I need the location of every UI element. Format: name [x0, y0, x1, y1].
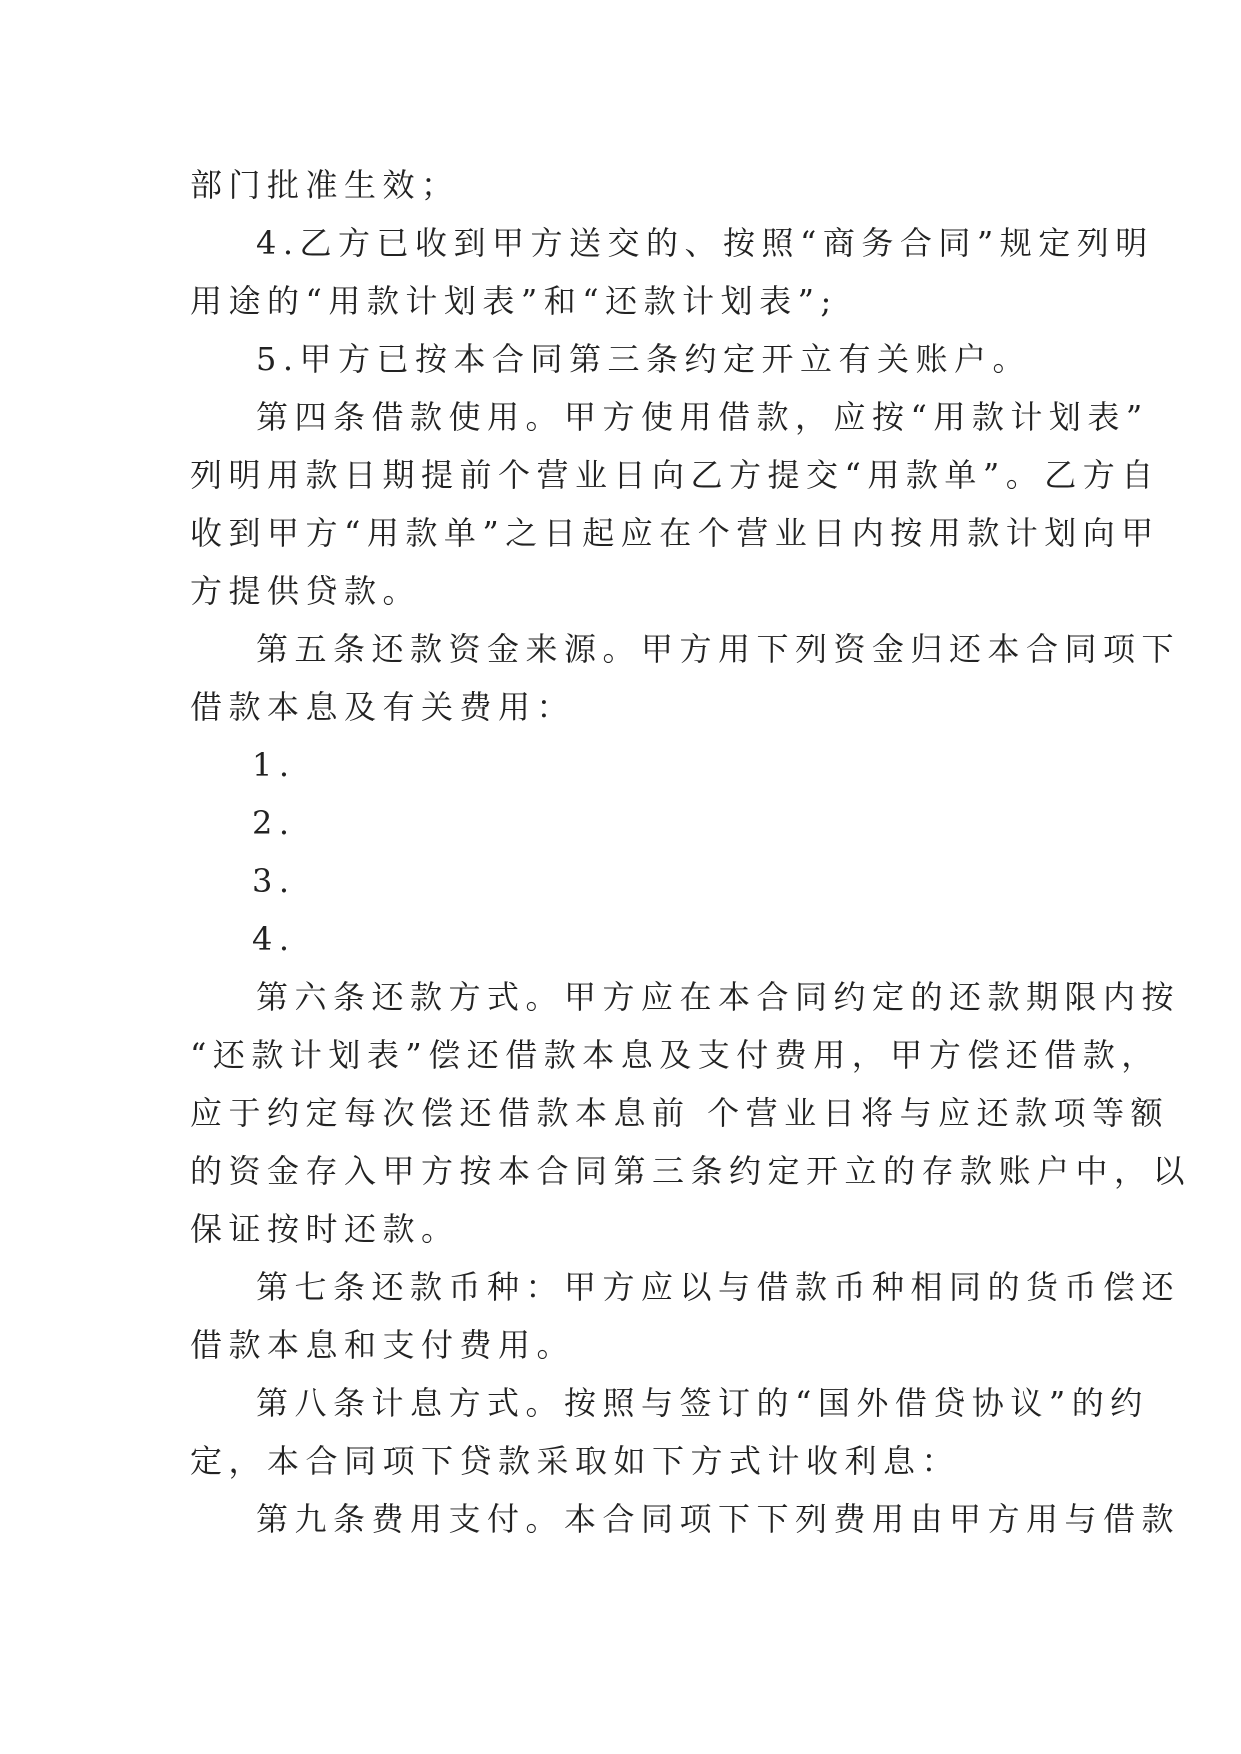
list-item: 4. [252, 920, 296, 958]
text-line: 定，本合同项下贷款采取如下方式计收利息： [190, 1442, 961, 1480]
text-line: 5.甲方已按本合同第三条约定开立有关账户。 [256, 340, 1032, 378]
text-line: 部门批准生效； [190, 166, 460, 204]
text-line: 保证按时还款。 [190, 1210, 460, 1248]
text-line: 第五条还款资金来源。甲方用下列资金归还本合同项下 [256, 630, 1181, 668]
text-line: 收到甲方“用款单”之日起应在个营业日内按用款计划向甲 [190, 514, 1160, 552]
text-line: 第九条费用支付。本合同项下下列费用由甲方用与借款 [256, 1500, 1181, 1538]
list-item: 2. [252, 804, 296, 842]
text-line: 第六条还款方式。甲方应在本合同约定的还款期限内按 [256, 978, 1181, 1016]
text-line: 借款本息和支付费用。 [190, 1326, 576, 1364]
list-item: 3. [252, 862, 296, 900]
text-line: “还款计划表”偿还借款本息及支付费用，甲方偿还借款， [190, 1036, 1160, 1074]
text-line: 第八条计息方式。按照与签订的“国外借贷协议”的约 [256, 1384, 1149, 1422]
text-line: 4.乙方已收到甲方送交的、按照“商务合同”规定列明 [256, 224, 1154, 262]
text-line: 列明用款日期提前个营业日向乙方提交“用款单”。乙方自 [190, 456, 1160, 494]
list-item: 1. [252, 746, 296, 784]
text-line: 方提供贷款。 [190, 572, 422, 610]
text-line: 第四条借款使用。甲方使用借款，应按“用款计划表” [256, 398, 1149, 436]
text-line: 应于约定每次偿还借款本息前 个营业日将与应还款项等额 [190, 1094, 1170, 1132]
text-line: 第七条还款币种：甲方应以与借款币种相同的货币偿还 [256, 1268, 1181, 1306]
document-body [190, 156, 1192, 1548]
text-line: 的资金存入甲方按本合同第三条约定开立的存款账户中，以 [190, 1152, 1192, 1190]
text-line: 借款本息及有关费用： [190, 688, 576, 726]
text-line: 用途的“用款计划表”和“还款计划表”; [190, 282, 838, 320]
